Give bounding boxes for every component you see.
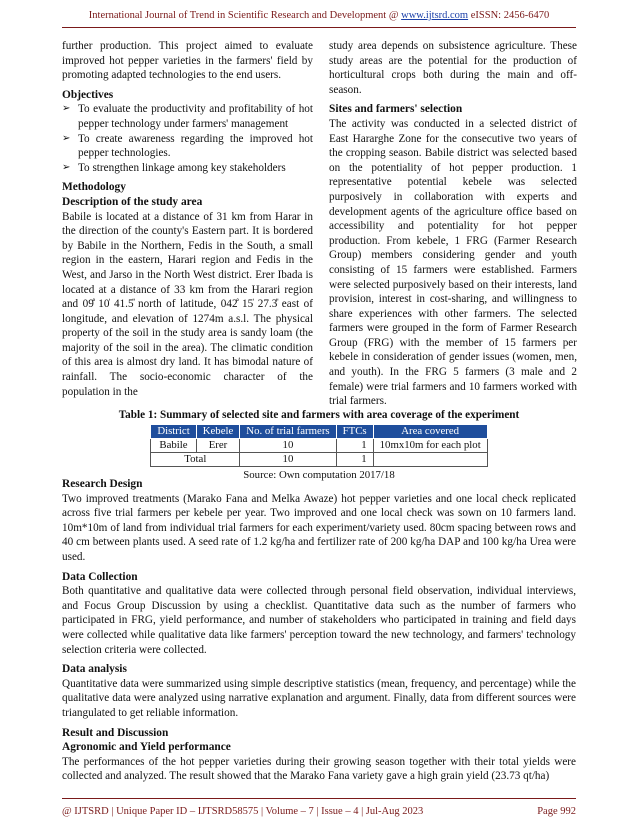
page-number: Page 992 (537, 806, 576, 817)
intro-paragraph: further production. This project aimed to evaluate improved hot pepper varieties in the farmers' field by promoting adapted technologies to the end users. (62, 40, 313, 82)
table-row (151, 439, 487, 453)
objectives-heading: Objectives (62, 88, 114, 101)
methodology-heading: Methodology (62, 181, 126, 194)
journal-issn: eISSN: 2456-6470 (468, 10, 550, 21)
study-area-paragraph: Babile is located at a distance of 31 km from Harar in the direction of the county's Eastern part. It is bordered by Babile in the Northern, Fedis in the South, a small region in the eastern, Harari region and Fedis in the West, and Jarso in the North West district. Erer Ibada is located at a distance of 33 km from the Harari region and 09̊ 10̍ 41.5̎ north of latitude, 042̊ 15̍ 27.3̎ east of longitude, and elevation of 1274m a.s.l. The physical property of the soil in the study area is sandy loam (the majority of the soil in the area). The climatic condition of this area is almost dry land. It has bimodal nature of rainfall. The socio-economic character of the population in the (62, 210, 313, 398)
journal-header (0, 10, 638, 21)
agronomic-heading: Agronomic and Yield performance (62, 741, 231, 754)
arrow-bullet-icon: ➢ (62, 103, 71, 115)
table-cell: 10 (240, 439, 336, 453)
sites-paragraph: The activity was conducted in a selected district of East Hararghe Zone for the consecutive two years of the cropping season. Babile district was selected based on the potentiality of hot pepper production. 1 representative potential kebele was selected purposively in collaboration with experts and development agents of the agriculture office based on accessibility and potentiality for hot pepper production. From kebele, 1 FRG (Farmer Research Group) members considering gender and youth consisting of 15 farmers were established. Farmers were selected purposively based on their interests, land provision, interest in cost-sharing, and willingness to share experiences with other farmers. The selected farmers were grouped in the form of Farmer Research Group (FRG) with the member of 15 farmers per kebele in consideration of gender issues (women, men, and youth). In the FRG 5 farmers (3 male and 2 female) were trial farmers and 10 farmers worked with trial farmers. (329, 117, 577, 408)
objective-item: ➢ To strengthen linkage among key stakeholders (62, 161, 286, 174)
study-area-heading: Description of the study area (62, 195, 203, 208)
table-cell (373, 453, 487, 467)
total-farmers: 10 (240, 453, 336, 467)
journal-link[interactable]: www.ijtsrd.com (401, 10, 469, 21)
table-1 (62, 408, 576, 482)
arrow-bullet-icon: ➢ (62, 132, 71, 144)
journal-name: International Journal of Trend in Scientific Research and Development @ (88, 10, 402, 21)
sites-heading: Sites and farmers' selection (329, 103, 463, 116)
arrow-bullet-icon: ➢ (62, 161, 71, 173)
column-header: No. of trial farmers (240, 425, 336, 439)
table-header-row (151, 425, 487, 439)
column-header: FTCs (336, 425, 373, 439)
column-header: Area covered (373, 425, 487, 439)
summary-table (150, 424, 487, 467)
research-design-heading: Research Design (62, 478, 143, 490)
data-collection-heading: Data Collection (62, 570, 138, 583)
results-heading: Result and Discussion (62, 726, 169, 739)
column-header: Kebele (196, 425, 240, 439)
footer-divider (62, 798, 576, 799)
data-analysis-heading: Data analysis (62, 663, 127, 676)
table-cell: 10mx10m for each plot (373, 439, 487, 453)
research-design-paragraph: Two improved treatments (Marako Fana and Melka Awaze) hot pepper varieties and one local check replicated across five trial farmers per kebele per year. Two improved and one local check was sown on 10 farmers land. 10m*10m of land from individual trial farmers for each experiment/variety used. 80cm spacing between rows and 40 cm between plants used. A seed rate of 1.2 kg/ha and fertilizer rate of 200 kg/ha DAP and 100 kg/ha Urea were used. (62, 492, 576, 563)
objectives-list (62, 102, 313, 175)
column-header: District (151, 425, 196, 439)
data-collection-paragraph: Both quantitative and qualitative data were collected through personal field observation, individual interviews, and Focus Group Discussion by using a checklist. Quantitative data such as the number of farmers who participated in FRG, yield performance, and number of stakeholders who participated in training and field days were collected while qualitative data like farmers' perception toward the new technology, and farmers' technology selection criteria were collected. (62, 585, 576, 656)
footer-paper-info: @ IJTSRD | Unique Paper ID – IJTSRD58575 | Volume – 7 | Issue – 4 | Jul-Aug 2023 (62, 806, 424, 817)
header-divider (62, 27, 576, 28)
left-column (62, 39, 313, 399)
total-label: Total (151, 453, 240, 467)
right-column (329, 39, 577, 409)
table-cell: 1 (336, 439, 373, 453)
page-footer (62, 806, 576, 817)
table-source: Source: Own computation 2017/18 (243, 469, 395, 481)
continuation-paragraph: study area depends on subsistence agriculture. These study areas are the potential for the production of horticultural crops both during the main and off-season. (329, 40, 577, 96)
table-title: Table 1: Summary of selected site and farmers with area coverage of the experiment (118, 409, 520, 421)
table-cell: Erer (196, 439, 240, 453)
full-width-body (62, 477, 576, 784)
objective-item: ➢ To create awareness regarding the improved hot pepper technologies. (62, 132, 313, 160)
data-analysis-paragraph: Quantitative data were summarized using simple descriptive statistics (mean, frequency, and percentage) while the qualitative data were analyzed using narrative explanation and argument. Finally, data from different sources were triangulated to get reliable information. (62, 677, 576, 719)
total-ftcs: 1 (336, 453, 373, 467)
table-cell: Babile (151, 439, 196, 453)
agronomic-paragraph: The performances of the hot pepper varieties during their growing season together with their total yields were collected and analyzed. The result showed that the Marako Fana variety gave a high grain yield (23.73 qt/ha) (62, 755, 576, 783)
table-total-row (151, 453, 487, 467)
objective-item: ➢ To evaluate the productivity and profitability of hot pepper technology under farmers' management (62, 103, 313, 130)
